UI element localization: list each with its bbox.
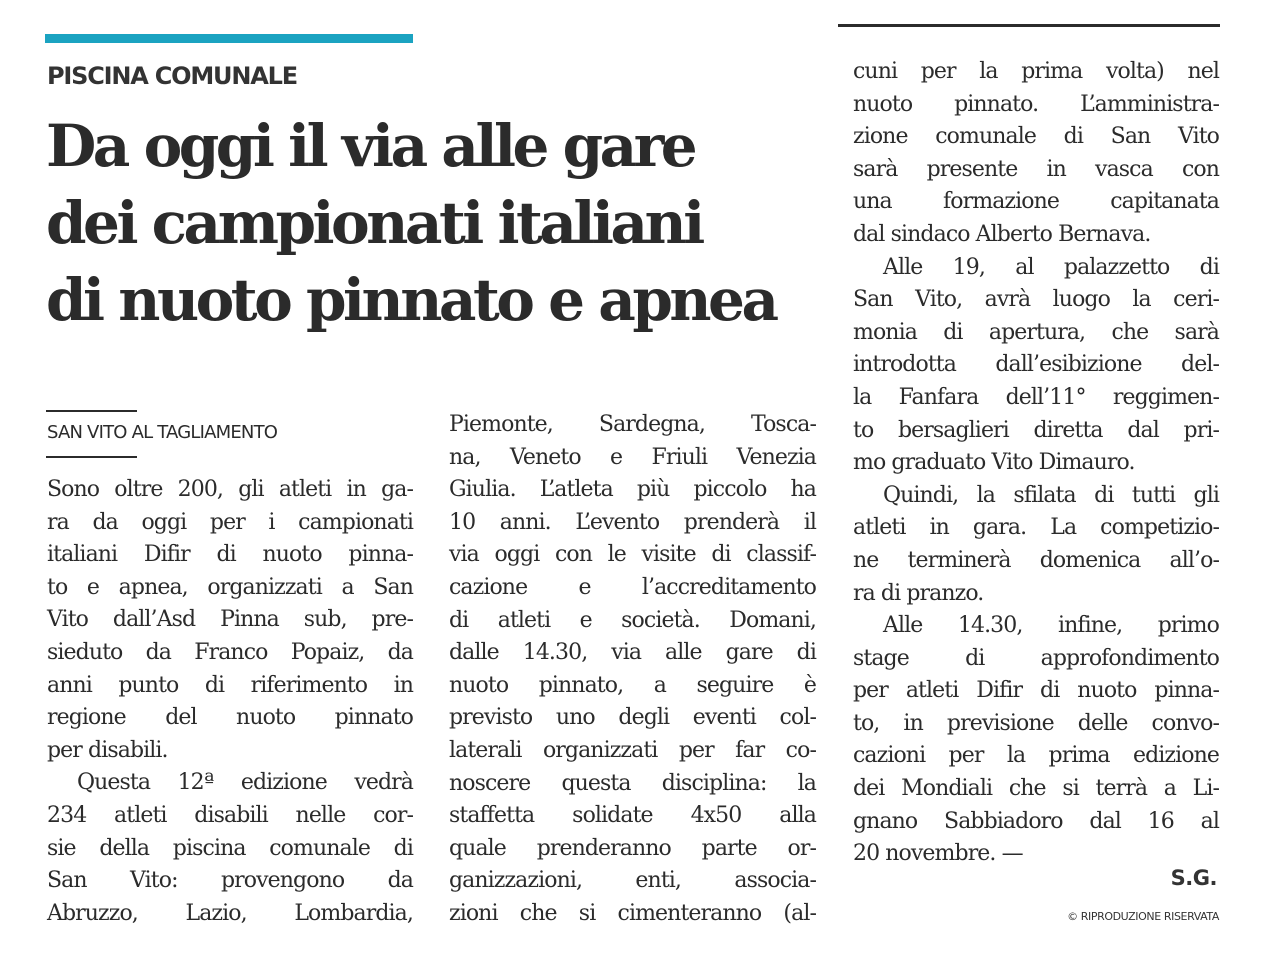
text-line: cuni per la prima volta) nel (853, 59, 1219, 84)
headline (46, 108, 836, 339)
text-line: italiani Difir di nuoto pinna- (47, 542, 413, 568)
text-line: 10 anni. L’evento prenderà il (449, 509, 816, 535)
text-line: anni punto di riferimento in (47, 672, 413, 698)
text-line: cazioni per la prima edizione (853, 743, 1219, 769)
text-line: ne terminerà domenica all’o- (853, 547, 1219, 573)
text-line: quale prenderanno parte or- (449, 835, 816, 861)
headline-line: Da oggi il via alle gare (46, 112, 695, 180)
text-line: di atleti e società. Domani, (449, 607, 816, 633)
text-line: Alle 14.30, infine, primo (883, 613, 1219, 639)
text-line: la Fanfara dell’11° reggimen- (853, 384, 1219, 410)
column-1 (47, 474, 413, 930)
accent-bar (45, 34, 413, 43)
text-line: staffetta solidate 4x50 alla (449, 803, 816, 829)
paragraph (853, 610, 1219, 871)
text-line: cazione e l’accreditamento (449, 574, 816, 600)
text-line: San Vito, avrà luogo la ceri- (853, 287, 1219, 313)
text-line: Sono oltre 200, gli atleti in ga- (47, 477, 413, 502)
text-line: per disabili. (47, 737, 168, 763)
column-2 (449, 409, 816, 931)
paragraph (853, 480, 1219, 610)
text-line: Quindi, la sfilata di tutti gli (883, 482, 1219, 508)
text-line: una formazione capitanata (853, 189, 1219, 215)
text-line: stage di approfondimento (853, 645, 1219, 671)
text-line: ra di pranzo. (853, 580, 984, 606)
text-line: atleti in gara. La competizio- (853, 515, 1219, 541)
text-line: mo graduato Vito Dimauro. (853, 450, 1135, 476)
headline-line: dei campionati italiani (46, 189, 702, 257)
paragraph (449, 409, 816, 931)
text-line: dal sindaco Alberto Bernava. (853, 221, 1151, 247)
text-line: San Vito: provengono da (47, 868, 413, 894)
dateline-rule-bottom (46, 456, 137, 458)
paragraph (47, 767, 413, 930)
text-line: laterali organizzati per far co- (449, 737, 816, 763)
dateline: SAN VITO AL TAGLIAMENTO (47, 422, 278, 443)
paragraph (853, 252, 1219, 480)
copyright: © RIPRODUZIONE RISERVATA (1067, 910, 1219, 923)
text-line: Alle 19, al palazzetto di (883, 254, 1219, 280)
paragraph (853, 56, 1219, 252)
text-line: sieduto da Franco Popaiz, da (47, 639, 413, 665)
text-line: ra da oggi per i campionati (47, 509, 413, 535)
text-line: nuoto pinnato. L’amministra- (853, 91, 1219, 117)
text-line: gnano Sabbiadoro dal 16 al (853, 808, 1219, 834)
top-rule (838, 24, 1220, 27)
text-line: Vito dall’Asd Pinna sub, pre- (47, 607, 413, 633)
headline-line: di nuoto pinnato e apnea (46, 266, 776, 334)
dateline-rule-top (46, 410, 137, 412)
text-line: Abruzzo, Lazio, Lombardia, (47, 900, 413, 926)
column-3 (853, 56, 1219, 871)
text-line: Piemonte, Sardegna, Tosca- (449, 412, 816, 437)
text-line: monia di apertura, che sarà (853, 319, 1219, 345)
text-line: regione del nuoto pinnato (47, 705, 413, 731)
text-line: to e apnea, organizzati a San (47, 574, 413, 600)
text-line: via oggi con le visite di classif- (449, 542, 816, 568)
paragraph (47, 474, 413, 767)
text-line: dalle 14.30, via alle gare di (449, 640, 816, 666)
text-line: Questa 12ª edizione vedrà (77, 770, 413, 796)
text-line: to bersaglieri diretta dal pri- (853, 417, 1219, 443)
kicker: PISCINA COMUNALE (47, 62, 297, 90)
text-line: na, Veneto e Friuli Venezia (449, 444, 816, 470)
text-line: previsto uno degli eventi col- (449, 705, 816, 731)
text-line: sarà presente in vasca con (853, 156, 1219, 182)
text-line: introdotta dall’esibizione del- (853, 352, 1219, 378)
text-line: zioni che si cimenteranno (al- (449, 900, 816, 926)
text-line: Giulia. L’atleta più piccolo ha (449, 477, 816, 503)
text-line: zione comunale di San Vito (853, 124, 1219, 150)
text-line: dei Mondiali che si terrà a Li- (853, 776, 1219, 802)
text-line: nuoto pinnato, a seguire è (449, 672, 816, 698)
text-line: 234 atleti disabili nelle cor- (47, 802, 413, 828)
text-line: ganizzazioni, enti, associa- (449, 868, 816, 894)
text-line: noscere questa disciplina: la (449, 770, 816, 796)
byline: S.G. (1170, 866, 1217, 890)
text-line: per atleti Difir di nuoto pinna- (853, 678, 1219, 704)
text-line: 20 novembre. — (853, 841, 1023, 867)
text-line: to, in previsione delle convo- (853, 710, 1219, 736)
text-line: sie della piscina comunale di (47, 835, 413, 861)
